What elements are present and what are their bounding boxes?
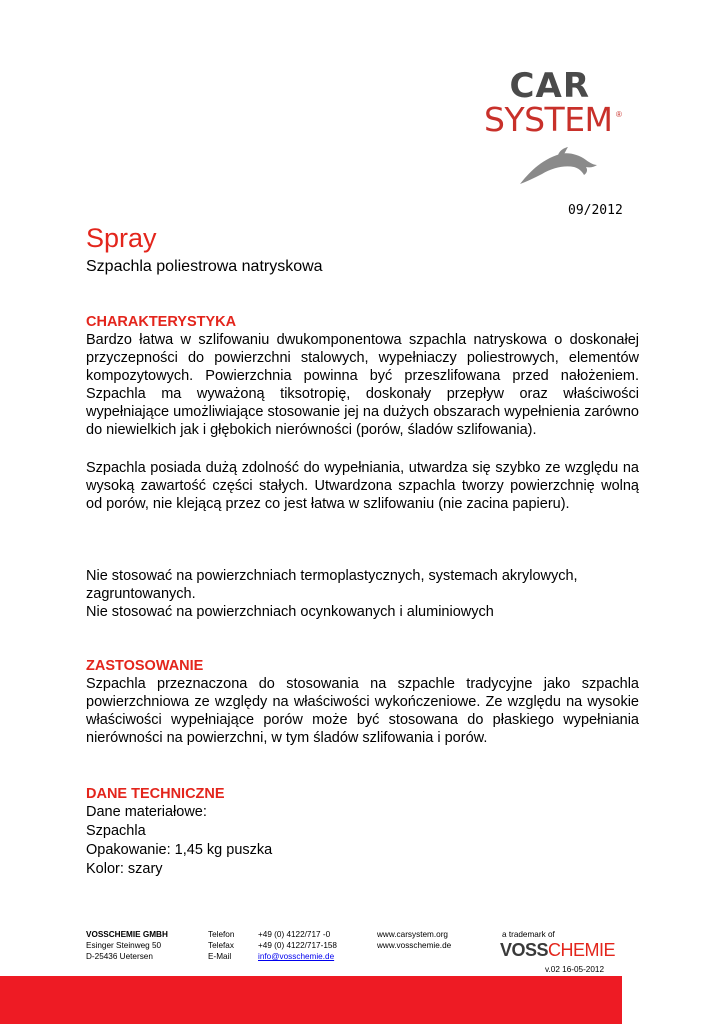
car-system-logo	[478, 66, 638, 196]
footer-fax: +49 (0) 4122/717-158	[258, 941, 337, 950]
registered-mark: ®	[616, 110, 622, 119]
vosschemie-logo-part-2: CHEMIE	[548, 940, 616, 960]
application-heading: ZASTOSOWANIE	[86, 658, 204, 674]
footer-website-1[interactable]: www.carsystem.org	[377, 930, 448, 939]
technical-line: Kolor: szary	[86, 861, 163, 877]
footer-address	[86, 929, 168, 962]
footer-email-label: E-Mail	[208, 952, 232, 961]
technical-line: Dane materiałowe:	[86, 804, 207, 820]
footer-street: Esinger Steinweg 50	[86, 941, 162, 950]
footer-city: D-25436 Uetersen	[86, 952, 153, 961]
footer-email-link[interactable]: info@vosschemie.de	[258, 952, 335, 961]
footer-company: VOSSCHEMIE GMBH	[86, 930, 168, 939]
characteristics-paragraph-1: Bardzo łatwa w szlifowaniu dwukomponentowa szpachla natryskowa o doskonałej przyczepności do powierzchni stalowych, wypełniaczy poliestrowych, elementów kompozytowych. Powierzchnia powinna być przeszlifowana przed nałożeniem. Szpachla ma wyważoną tiksotropię, doskonały przepływ oraz właściwości wypełniające umożliwiające stosowanie jej na dużych obszarach wypełnienia zarówno do niewielkich jak i głębokich nierówności (porów, śladów szlifowania).	[86, 332, 639, 438]
footer-websites	[377, 929, 451, 951]
logo-system-text: SYSTEM	[484, 100, 613, 139]
usage-note-2: Nie stosować na powierzchniach ocynkowanych i aluminiowych	[86, 604, 494, 620]
characteristics-heading: CHARAKTERYSTYKA	[86, 314, 237, 330]
footer-phone: +49 (0) 4122/717 -0	[258, 930, 331, 939]
footer-contact-labels	[208, 929, 234, 962]
technical-line: Szpachla	[86, 823, 146, 839]
technical-data-list	[86, 803, 272, 879]
footer-fax-label: Telefax	[208, 941, 234, 950]
technical-line: Opakowanie: 1,45 kg puszka	[86, 842, 273, 858]
vosschemie-logo	[500, 940, 615, 960]
usage-note-1	[86, 567, 578, 603]
usage-note-1-line-1: Nie stosować na powierzchniach termoplastycznych, systemach akrylowych,	[86, 568, 578, 584]
footer-trademark-text: a trademark of	[502, 930, 555, 939]
page-subtitle: Szpachla poliestrowa natryskowa	[86, 258, 323, 275]
logo-car-text: CAR	[509, 66, 590, 106]
document-date: 09/2012	[568, 203, 623, 218]
vosschemie-logo-part-1: VOSS	[500, 940, 549, 960]
footer-contact-values	[258, 929, 337, 962]
footer-website-2[interactable]: www.vosschemie.de	[377, 941, 452, 950]
page-title: Spray	[86, 223, 157, 253]
characteristics-paragraph-2: Szpachla posiada dużą zdolność do wypełniania, utwardza się szybko ze względu na wysoką zawartość części stałych. Utwardzona szpachla tworzy powierzchnię wolną od porów, nie klejącą przez co jest łatwa w szlifowaniu (nie zacina papieru).	[86, 460, 639, 512]
application-paragraph: Szpachla przeznaczona do stosowania na szpachle tradycyjne jako szpachla powierzchniowa ze względy na właściwości wykończeniowe. Ze względu na wysokie właściwości wypełniające porów może być stosowana do płaskiego wypełniania nierówności na powierzchni, w tym śladów szlifowania i porów.	[86, 676, 639, 746]
footer-red-bar	[0, 976, 622, 1024]
dolphin-icon	[518, 146, 598, 186]
technical-heading: DANE TECHNICZNE	[86, 786, 225, 802]
footer-phone-label: Telefon	[208, 930, 235, 939]
document-version: v.02 16-05-2012	[545, 965, 605, 974]
usage-note-1-line-2: zagruntowanych.	[86, 586, 196, 602]
